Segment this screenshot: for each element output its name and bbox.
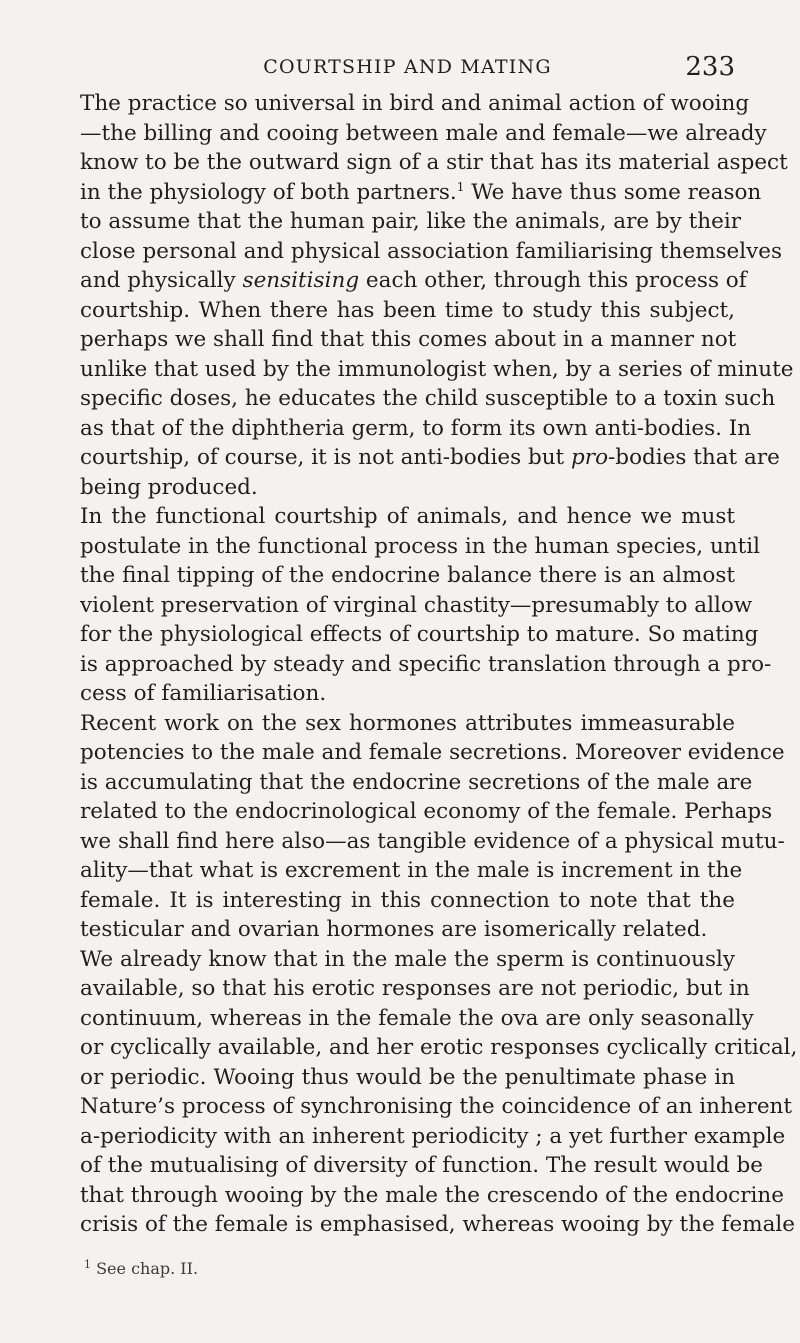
- text-line: know to be the outward sign of a stir that has its material aspect: [80, 150, 788, 175]
- text-line: of the mutualising of diversity of function. The result would be: [80, 1153, 764, 1178]
- text-line: violent preservation of virginal chastity—presumably to allow: [80, 592, 753, 618]
- text-line: or periodic. Wooing thus would be the penultimate phase in: [80, 1064, 735, 1090]
- text-line: [80, 178, 762, 208]
- text-line: available, so that his erotic responses are not periodic, but in: [80, 976, 750, 1001]
- text-line: ality—that what is excrement in the male is increment in the: [80, 858, 743, 883]
- text-segment: and physically: [80, 268, 243, 293]
- text-line: Recent work on the sex hormones attributes immeasurable: [80, 710, 735, 736]
- text-line: the final tipping of the endocrine balance there is an almost: [80, 563, 735, 588]
- text-line: as that of the diphtheria germ, to form its own anti-bodies. In: [80, 415, 752, 441]
- text-line: we shall find here also—as tangible evidence of a physical mutu-: [80, 828, 785, 854]
- footnote-text: See chap. II.: [96, 1259, 199, 1278]
- text-segment: courtship, of course, it is not anti-bodies but: [80, 445, 572, 470]
- text-line: close personal and physical association familiarising themselves: [80, 238, 783, 264]
- text-segment: -bodies that are: [608, 445, 780, 470]
- text-line: potencies to the male and female secretions. Moreover evidence: [80, 740, 785, 765]
- text-line: crisis of the female is emphasised, whereas wooing by the female: [80, 1212, 796, 1237]
- text-line: —the billing and cooing between male and female—we already: [80, 120, 767, 146]
- italic-term: sensitising: [242, 268, 360, 293]
- text-line: [80, 266, 747, 296]
- text-line: related to the endocrinological economy of the female. Perhaps: [80, 799, 773, 824]
- text-line: In the functional courtship of animals, and hence we must: [80, 504, 735, 529]
- text-line: postulate in the functional process in the human species, until: [80, 533, 761, 559]
- text-segment: We have thus some reason: [464, 179, 762, 205]
- italic-term: pro: [571, 445, 609, 470]
- text-line: We already know that in the male the sperm is continuously: [80, 946, 735, 972]
- running-head: [80, 52, 735, 84]
- text-line: specific doses, he educates the child susceptible to a toxin such: [80, 386, 776, 411]
- footnote-reference: 1: [456, 179, 465, 194]
- text-line: perhaps we shall find that this comes about in a manner not: [80, 327, 737, 352]
- text-line: a-periodicity with an inherent periodicity ; a yet further example: [80, 1123, 786, 1149]
- text-line: The practice so universal in bird and animal action of wooing: [80, 91, 750, 116]
- running-title: COURTSHIP AND MATING: [263, 56, 552, 78]
- text-line: being produced.: [80, 474, 258, 500]
- text-line: to assume that the human pair, like the animals, are by their: [80, 209, 742, 234]
- text-segment: in the physiology of both partners.: [80, 179, 457, 205]
- text-line: that through wooing by the male the crescendo of the endocrine: [80, 1182, 784, 1208]
- page-number: 233: [685, 52, 735, 82]
- text-line: continuum, whereas in the female the ova are only seasonally: [80, 1005, 754, 1031]
- footnote-marker: 1: [84, 1258, 91, 1271]
- text-line: unlike that used by the immunologist when, by a series of minute: [80, 356, 794, 382]
- text-line: female. It is interesting in this connection to note that the: [80, 887, 735, 913]
- text-line: or cyclically available, and her erotic responses cyclically critical,: [80, 1035, 798, 1060]
- text-line: testicular and ovarian hormones are isomerically related.: [80, 917, 708, 942]
- text-line: is accumulating that the endocrine secretions of the male are: [80, 769, 753, 795]
- text-line: for the physiological effects of courtship to mature. So mating: [80, 622, 759, 647]
- text-segment: each other, through this process of: [359, 268, 747, 293]
- text-line: courtship. When there has been time to study this subject,: [80, 297, 735, 323]
- body-text: [80, 89, 798, 1240]
- text-line: [80, 443, 780, 473]
- text-line: is approached by steady and specific translation through a pro-: [80, 651, 772, 677]
- text-line: Nature’s process of synchronising the coincidence of an inherent: [80, 1094, 793, 1119]
- text-line: cess of familiarisation.: [80, 681, 327, 706]
- footnote: [84, 1259, 198, 1278]
